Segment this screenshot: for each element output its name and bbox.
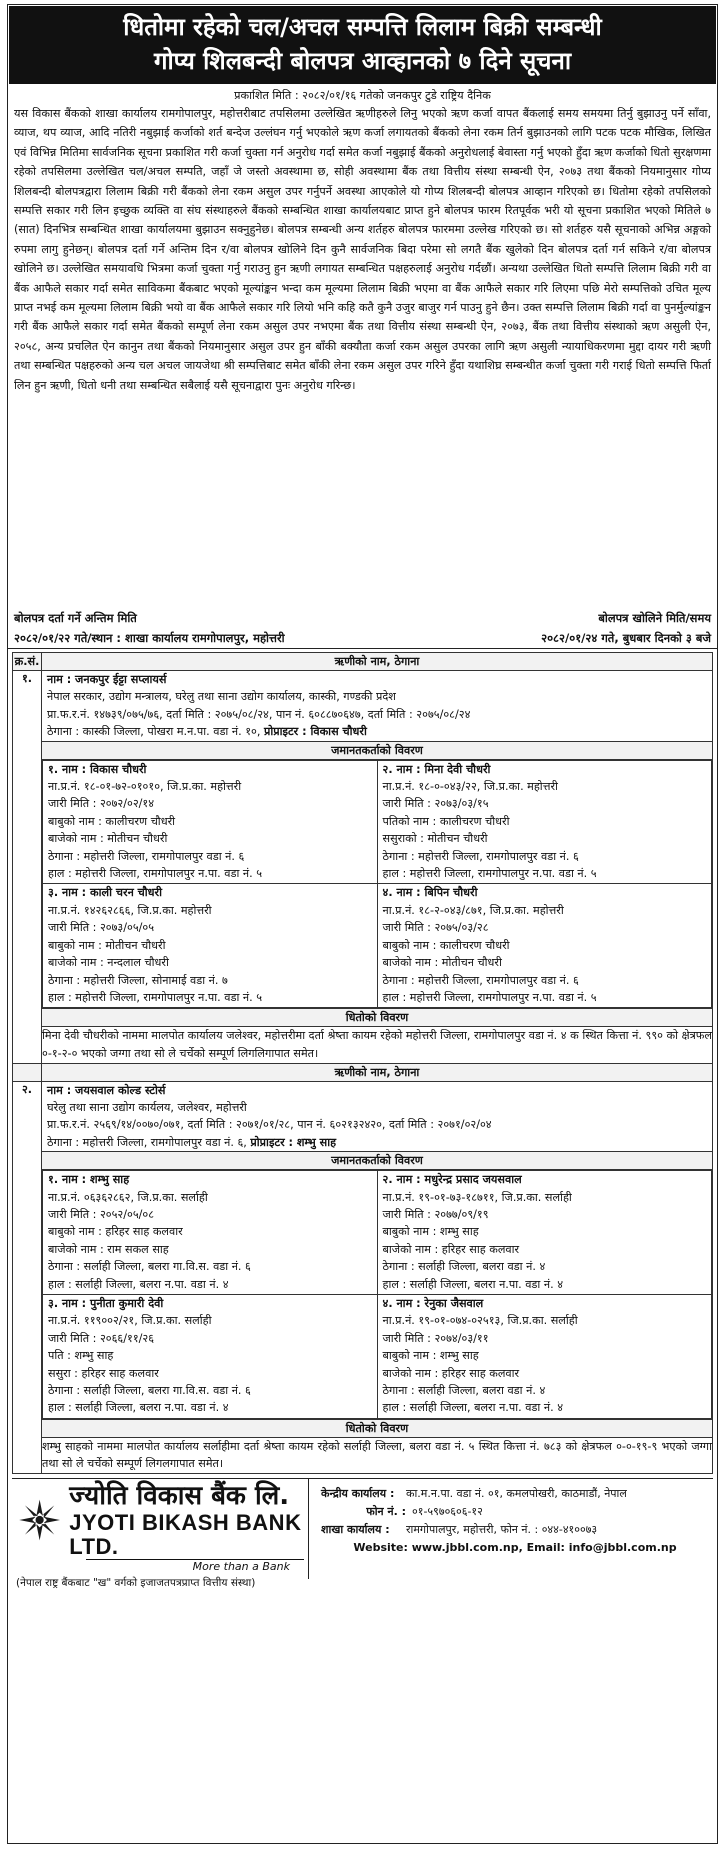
borrower-line: प्रा.फ.र.नं. १४७३९/०७५/७६, दर्ता मिति : २०७५/०८/२४, पान नं. ६०८८७०६४७, दर्ता मिति : २०७५/०८/२४: [47, 707, 471, 721]
guarantor-grid: [42, 760, 712, 1009]
borrower-line: घरेलु तथा साना उद्योग कार्यलय, जलेश्वर, महोत्तरी: [47, 1100, 247, 1114]
guarantor-line: जारी मिति : २०७४/०३/११: [382, 1331, 489, 1345]
collateral-description: शम्भु साहको नाममा मालपोत कार्यालय सर्लाहीमा दर्ता श्रेष्ता कायम रहेको सर्लाही जिल्ला, बलरा वडा नं. ५ स्थित कित्ता नं. ७८३ को क्षेत्रफल ०-०-१९-९ भएको जग्गा तथा सो ले चर्चेको सम्पूर्ण लिगलगापात समेत।: [42, 1437, 713, 1473]
phone-value: ०१-५९७०६०६-१२: [412, 1505, 483, 1518]
notice-banner: [9, 6, 716, 84]
guarantor-name: ३. नाम : पुनीता कुमारी देवी: [48, 1296, 164, 1310]
guarantor-header: जमानतकर्ताको विवरण: [42, 741, 713, 759]
bank-logo-block: [12, 1479, 309, 1589]
register-deadline-label: बोलपत्र दर्ता गर्ने अन्तिम मिति: [14, 611, 137, 625]
guarantor-line: हाल : महोत्तरी जिल्ला, रामगोपालपुर न.पा. वडा नं. ५: [48, 990, 263, 1004]
logo-row: [16, 1481, 304, 1559]
guarantor-line: ना.प्र.नं. ०६३६२८६२, जि.प्र.का. सर्लाही: [48, 1190, 208, 1204]
guarantor-line: ठेगाना : सर्लाही जिल्ला, बलरा वडा नं. ४: [382, 1260, 546, 1274]
bank-name-english: JYOTI BIKASH BANK LTD.: [69, 1510, 302, 1559]
guarantor-line: ना.प्र.नं. १८-०-०४३/२२, जि.प्र.का. महोत्तरी: [382, 780, 558, 794]
banner-line-1: धितोमा रहेको चल/अचल सम्पत्ति लिलाम बिक्री सम्बन्धी: [123, 13, 602, 41]
guarantor-line: हाल : महोत्तरी जिल्ला, रामगोपालपुर न.पा. वडा नं. ५: [48, 867, 263, 881]
borrower-line: नेपाल सरकार, उद्योग मन्त्रालय, घरेलु तथा साना उद्योग कार्यालय, कास्की, गण्डकी प्रदेश: [47, 690, 396, 704]
borrower-header: ऋणीको नाम, ठेगाना: [42, 1063, 713, 1081]
borrower-name: नाम : जनकपुर ईट्टा सप्लायर्स: [47, 673, 167, 686]
head-office-row: [321, 1485, 709, 1503]
guarantor-name: ४. नाम : रेनुका जैसवाल: [382, 1296, 484, 1310]
published-date: प्रकाशित मिति : २०८२/०१/१६ गतेको जनकपुर टुडे राष्ट्रिय दैनिक: [234, 89, 491, 102]
borrower-sn: २.: [13, 1081, 42, 1474]
guarantor-line: ना.प्र.नं. ११९००२/२१, जि.प्र.का. सर्लाही: [48, 1314, 212, 1328]
guarantor-line: हाल : सर्लाही जिल्ला, बलरा न.पा. वडा नं. ४: [382, 1401, 564, 1415]
collateral-header: धितोको विवरण: [42, 1419, 713, 1437]
guarantor-grid: [42, 1170, 712, 1419]
borrower-line: प्रा.फ.र.नं. २५६९/१४/००७०/०७१, दर्ता मिति : २०७१/०१/२८, पान नं. ६०२१३२४२०, दर्ता मिति : २०७१/०२/०४: [47, 1118, 492, 1132]
branch-value: रामगोपालपुर, महोत्तरी, फोन नं. : ०४४-४१००७३: [406, 1523, 598, 1536]
notice-body: यस विकास बैंकको शाखा कार्यालय रामगोपालपुर, महोत्तरीबाट तपसिलमा उल्लेखित ऋणीहरुले लिनु भएको ऋण कर्जा वापत बैंकलाई समय समयमा तिर्नु बुझाउनु पर्ने साँवा, व्याज, थप व्याज, आदि नतिरी नबुझाई कर्जाको शर्त बन्देज उल्लंघन गर्नु भएकोले ऋण कर्जा लगायतको बैंकको लेना रकम तिर्न बुझाउनको लागि पटक पटक मौखिक, लिखित एवं विभिन्न मितिमा सार्वजनिक सूचना प्रकाशित गरी कर्जा चुक्ता गर्न अनुरोध गर्दा समेत कर्जा नबुझाई बैंकको अनुरोधलाई बेवास्ता गर्नु भएको हुँदा ऋण कर्जाको धितो सुरक्षणमा रहेको तपसिलमा उल्लेखित चल/अचल सम्पति, जहाँ जे जस्तो अवस्थामा छ, सोही अवस्थामा बैंक तथा वित्तीय संस्था सम्बन्धी ऐन, २०७३ तथा बैंकको नियमानुसार गोप्य शिलबन्दी बोलपत्रद्वारा लिलाम बिक्री गरी बैंकको लेना रकम असुल उपर गर्नुपर्ने अवस्था आएकोले यो गोप्य शिलबन्दी बोलपत्र आव्हान गरिएको छ। धितोमा रहेको तपसिलको सम्पत्ति सकार गरी लिन इच्छुक व्यक्ति वा संघ संस्थाहरुले बैंकको सम्बन्धित शाखा कार्यालयबाट प्राप्त हुने बोलपत्र फारम रितपूर्वक भरी यो सूचना प्रकाशित भएको मितिले ७ (सात) दिनभित्र सम्बन्धित शाखा कार्यालयमा बुझाउन सक्नुहुनेछ। बोलपत्र सम्बन्धी अन्य शर्तहरु बोलपत्र फारममा उल्लेख गरिएको छ। सो शर्तहरु यसै सूचनाको अभिन्न अङ्गको रुपमा लागु हुनेछन्। बोलपत्र दर्ता गर्ने अन्तिम दिन र/वा बोलपत्र खोलिने दिन कुनै सार्वजनिक बिदा परेमा सो लगतै बैंक खुलेको दिन बोलपत्र दर्ता गर्न सकिने र/वा बोलपत्र खोलिने छ। उल्लेखित समयावधि भित्रमा कर्जा चुक्ता गर्नु गराउनु हुन ऋणी लगायत सम्बन्धित पक्षहरुलाई अनुरोध गर्दछौं। अन्यथा उल्लेखित धितो सम्पत्ति लिलाम बिक्री गरी वा बैंक आफैले सकार गर्दा समेत साविकमा बैंकबाट भएको मूल्यांङ्कन भन्दा कम मूल्यमा लिलाम बिक्री भएमा वा बैंक आफैले सकार गरि लिएमा पछि मेरो सम्पत्तिको उचित मूल्य प्राप्त नभई कम मूल्यमा लिलाम बिक्री भयो वा बैंक आफैले सकार गरि लियो भनि कहि कतै कुनै उजुर बाजुर गर्न पाउनु हुने छैन। उक्त सम्पत्ति लिलाम बिक्री गर्दा वा पुनर्मुल्यांङ्कन गरी बैंक आफैले सकार गर्दा समेत बैंकको सम्पूर्ण लेना रकम असुल उपर नभएमा बैंक तथा वित्तीय संस्था सम्बन्धी ऐन, २०७३, बैंक तथा वित्तीय संस्थाको ऋण असुली ऐन, २०५८, अन्य प्रचलित ऐन कानुन तथा बैंकको नियमानुसार असुल उपर हुन बाँकी बक्यौता कर्जा रकम असुल उपरका लागि ऋण असुली न्यायाधिकरणमा मुद्दा दायर गरी ऋणी तथा सम्बन्धित पक्षहरुको अन्य चल अचल जायजेथा श्री सम्पत्तिबाट समेत बाँकी लेना रकम असुल उपर गरिने हुँदा यथाशिघ्र सम्बन्धीत कर्जा चुक्ता गरी गराई धितो सम्पत्ति फिर्ता लिन हुन ऋणी, धितो धनी तथा सम्बन्धित सबैलाई यसै सूचनाद्वारा पुनः अनुरोध गरिन्छ।: [14, 107, 712, 392]
guarantor-line: ठेगाना : सर्लाही जिल्ला, बलरा वडा नं. ४: [382, 1384, 546, 1397]
guarantor-card: [377, 1294, 712, 1418]
bank-footer: [12, 1478, 713, 1589]
banner-line-2: गोप्य शिलबन्दी बोलपत्र आव्हानको ७ दिने सूचना: [153, 47, 572, 75]
bank-contact: [309, 1479, 713, 1579]
borrower-header: ऋणीको नाम, ठेगाना: [42, 653, 713, 671]
guarantor-line: बाबुको नाम : मोतीचन चौधरी: [48, 938, 166, 952]
bank-tagline: More than a Bank: [86, 1559, 304, 1573]
collateral-header: धितोको विवरण: [42, 1009, 713, 1027]
guarantor-line: ना.प्र.नं. १४२६२८६६, जि.प्र.का. महोत्तरी: [48, 903, 212, 917]
proprietor: प्रोप्राइटर : शम्भु साह: [250, 1135, 337, 1149]
guarantor-line: बाजेको नाम : हरिहर साह कलवार: [382, 1366, 520, 1380]
guarantor-line: ठेगाना : महोत्तरी जिल्ला, सोनामाई वडा नं. ७: [48, 973, 228, 987]
opening-value: २०८२/०१/२४ गते, बुधबार दिनको ३ बजे: [541, 631, 711, 645]
borrower-sn: १.: [13, 671, 42, 1064]
guarantor-line: पति : शम्भु साह: [48, 1349, 114, 1363]
guarantor-line: पतिको नाम : कालीचरण चौधरी: [382, 814, 510, 828]
guarantor-line: ठेगाना : महोत्तरी जिल्ला, रामगोपालपुर वडा नं. ६: [382, 973, 579, 987]
guarantor-name: १. नाम : शम्भु साह: [48, 1173, 130, 1187]
guarantor-line: ठेगाना : महोत्तरी जिल्ला, रामगोपालपुर वडा नं. ६: [382, 849, 579, 863]
head-office-label: केन्द्रीय कार्यालय :: [321, 1487, 395, 1500]
guarantor-name: १. नाम : विकास चौधरी: [48, 762, 147, 776]
guarantor-card: [43, 760, 378, 884]
guarantor-line: ससुरा : हरिहर साह कलवार: [48, 1366, 159, 1380]
guarantor-card: [377, 1171, 712, 1295]
guarantor-card: [377, 760, 712, 884]
guarantor-line: जारी मिति : २०५२/०५/०८: [48, 1207, 155, 1221]
guarantor-header: जमानतकर्ताको विवरण: [42, 1152, 713, 1170]
guarantor-line: बाजेको नाम : राम सकल साह: [48, 1242, 169, 1256]
guarantor-line: ठेगाना : सर्लाही जिल्ला, बलरा गा.वि.स. वडा नं. ६: [48, 1260, 251, 1274]
guarantor-line: बाजेको नाम : मोतीचन चौधरी: [48, 832, 168, 846]
register-deadline-value: २०८२/०१/२२ गते/स्थान : शाखा कार्यालय रामगोपालपुर, महोत्तरी: [14, 631, 285, 645]
guarantor-name: २. नाम : मधुरेन्द्र प्रसाद जयसवाल: [382, 1173, 522, 1187]
phone-label: फोन नं. :: [366, 1505, 406, 1518]
guarantor-line: बाबुको नाम : शम्भु साह: [382, 1349, 479, 1363]
guarantor-line: हाल : महोत्तरी जिल्ला, रामगोपालपुर न.पा. वडा नं. ५: [382, 867, 597, 881]
guarantor-line: बाबुको नाम : कालीचरण चौधरी: [48, 814, 176, 828]
regulator-note: (नेपाल राष्ट्र बैंकबाट "ख" वर्गको इजाजतपत्रप्राप्त वित्तीय संस्था): [16, 1577, 256, 1589]
sn-header: क्र.सं.: [13, 653, 42, 671]
guarantor-card: [377, 884, 712, 1008]
guarantor-cell: [42, 759, 713, 1009]
borrower-address: [42, 723, 712, 740]
sn-header-blank: [13, 1063, 42, 1081]
guarantor-line: बाजेको नाम : मोतीचन चौधरी: [382, 956, 502, 970]
bank-name-block: [69, 1481, 304, 1559]
guarantor-card: [43, 1294, 378, 1418]
guarantor-line: हाल : सर्लाही जिल्ला, बलरा न.पा. वडा नं. ४: [48, 1277, 229, 1291]
guarantor-name: ४. नाम : बिपिन चौधरी: [382, 886, 478, 900]
borrower-address: [42, 1134, 712, 1151]
address-text: ठेगाना : कास्की जिल्ला, पोखरा म.न.पा. वडा नं. १०,: [47, 725, 261, 739]
guarantor-line: बाबुको नाम : कालीचरण चौधरी: [382, 938, 510, 952]
phone-row: [321, 1503, 709, 1521]
web-email[interactable]: Website: www.jbbl.com.np, Email: info@jbbl.com.np: [353, 1541, 677, 1554]
bank-name-nepali: ज्योति विकास बैंक लि.: [69, 1481, 290, 1511]
guarantor-card: [43, 1171, 378, 1295]
guarantor-cell: [42, 1170, 713, 1420]
guarantor-line: बाजेको नाम : हरिहर साह कलवार: [382, 1242, 520, 1256]
branch-label: शाखा कार्यालय :: [321, 1523, 390, 1536]
deadline-labels: [8, 608, 717, 628]
guarantor-line: ससुराको : मोतीचन चौधरी: [382, 832, 488, 846]
guarantor-line: ना.प्र.नं. १८-२-०४३/८७१, जि.प्र.का. महोत्तरी: [382, 903, 564, 917]
guarantor-line: जारी मिति : २०७५/०३/२८: [382, 921, 489, 935]
proprietor: प्रोप्राइटर : विकास चौधरी: [263, 725, 367, 739]
guarantor-name: ३. नाम : काली चरन चौधरी: [48, 886, 163, 900]
collateral-description: मिना देवी चौधरीको नाममा मालपोत कार्यालय जलेश्वर, महोत्तरीमा दर्ता श्रेष्ता कायम रहेको महोत्तरी जिल्ला, रामगोपालपुर वडा नं. ४ क स्थित कित्ता नं. ९९० को क्षेत्रफल ०-१-२-० भएको जग्गा तथा सो ले चर्चेको सम्पूर्ण लिगलिगापात समेत।: [42, 1027, 713, 1063]
guarantor-line: हाल : सर्लाही जिल्ला, बलरा न.पा. वडा नं. ४: [382, 1277, 564, 1291]
guarantor-line: जारी मिति : २०७७/०९/१९: [382, 1207, 489, 1221]
bank-logo-icon: [16, 1491, 63, 1549]
notice-page: [7, 4, 718, 1844]
guarantor-line: बाबुको नाम : शम्भु साह: [382, 1225, 479, 1239]
guarantor-line: हाल : महोत्तरी जिल्ला, रामगोपालपुर न.पा. वडा नं. ५: [382, 990, 597, 1004]
guarantor-card: [43, 884, 378, 1008]
guarantor-line: ना.प्र.नं. १९-०१-७३-१८७११, जि.प्र.का. सर्लाही: [382, 1190, 572, 1204]
guarantor-line: हाल : सर्लाही जिल्ला, बलरा न.पा. वडा नं. ४: [48, 1401, 229, 1415]
guarantor-line: ठेगाना : महोत्तरी जिल्ला, रामगोपालपुर वडा नं. ६: [48, 849, 245, 863]
guarantor-line: ना.प्र.नं. १८-०१-७२-०१०१०, जि.प्र.का. महोत्तरी: [48, 780, 242, 794]
guarantor-line: बाबुको नाम : हरिहर साह कलवार: [48, 1225, 183, 1239]
head-office-value: का.म.न.पा. वडा नं. ०१, कमलपोखरी, काठमाडौं, नेपाल: [406, 1487, 627, 1500]
borrower-details: [42, 671, 713, 742]
deadline-values: [8, 628, 717, 649]
guarantor-line: ना.प्र.नं. १९-०१-०७४-०२५१३, जि.प्र.का. सर्लाही: [382, 1314, 578, 1328]
opening-label: बोलपत्र खोलिने मिति/समय: [598, 611, 711, 625]
guarantor-line: जारी मिति : २०७३/०५/०५: [48, 921, 155, 935]
guarantor-line: ठेगाना : सर्लाही जिल्ला, बलरा गा.वि.स. वडा नं. ६: [48, 1384, 251, 1397]
guarantor-line: जारी मिति : २०७२/०२/१४: [48, 797, 155, 811]
branch-row: [321, 1521, 709, 1539]
guarantor-name: २. नाम : मिना देवी चौधरी: [382, 762, 491, 776]
borrower-details: [42, 1081, 713, 1152]
guarantor-line: बाजेको नाम : नन्दलाल चौधरी: [48, 956, 169, 970]
borrower-table: [12, 652, 713, 1474]
borrower-name: नाम : जयसवाल कोल्ड स्टोर्स: [47, 1083, 166, 1097]
guarantor-line: जारी मिति : २०७३/०३/१५: [382, 797, 489, 811]
address-text: ठेगाना : महोत्तरी जिल्ला, रामगोपालपुर वडा नं. ६,: [47, 1135, 247, 1149]
guarantor-line: जारी मिति : २०६६/११/२६: [48, 1331, 155, 1345]
